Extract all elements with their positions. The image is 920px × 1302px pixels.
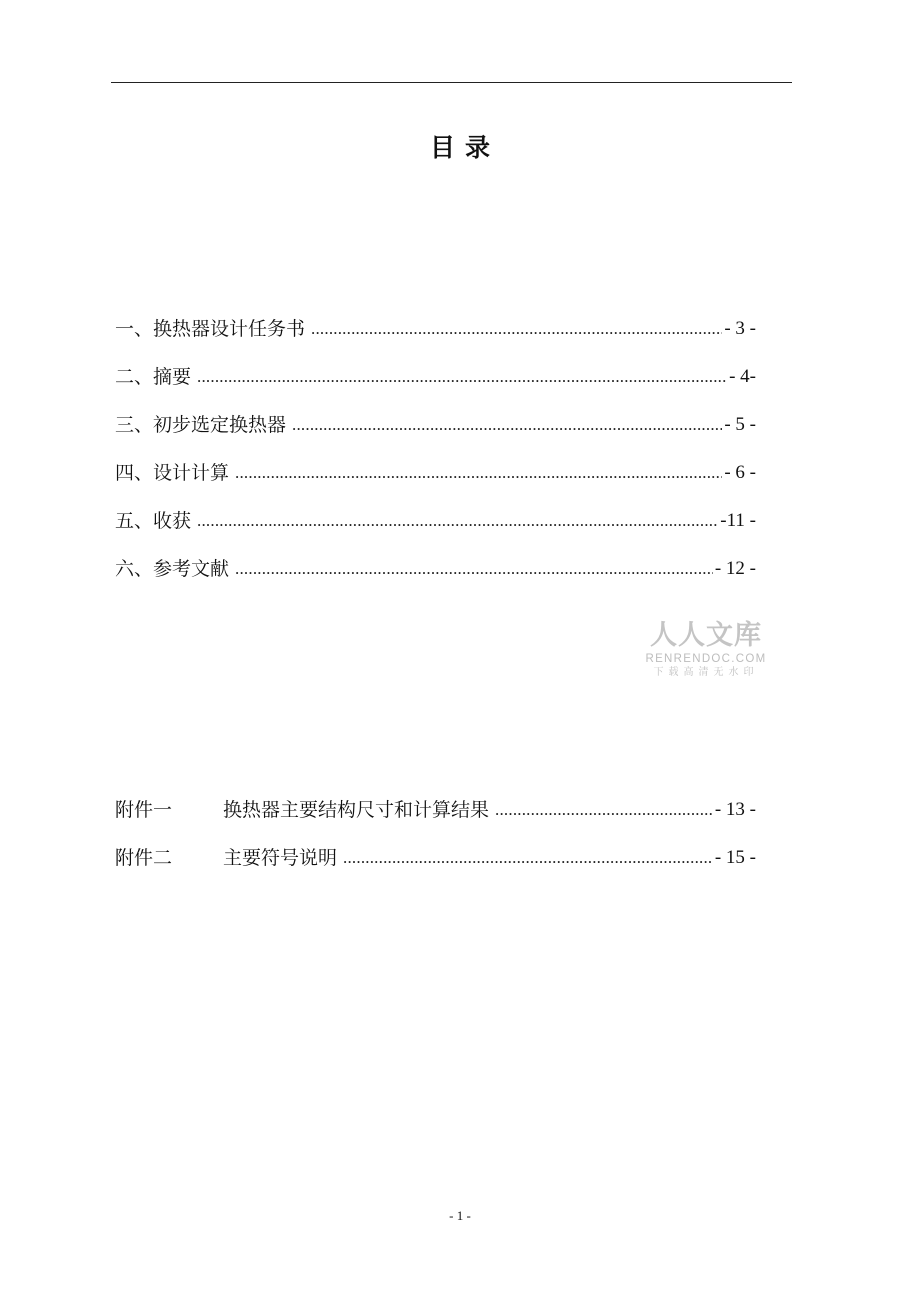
toc-entry-label: 参考文献 (153, 558, 230, 580)
toc-leader-dots (495, 795, 713, 825)
toc-entry-number: 六、 (115, 558, 154, 580)
toc-leader-dots (197, 362, 727, 392)
toc-entry-page: -11 - (720, 510, 756, 531)
toc-leader-dots (197, 506, 718, 536)
attachment-entry[interactable] (115, 795, 756, 825)
attachment-number: 附件二 (115, 847, 173, 869)
toc-entry[interactable] (115, 458, 756, 488)
toc-entry-page: - 4- (729, 366, 756, 387)
toc-entry-number: 五、 (115, 510, 154, 532)
toc-leader-dots (235, 458, 722, 488)
watermark (640, 620, 772, 680)
toc-entry[interactable] (115, 506, 756, 536)
attachment-page: - 15 - (714, 847, 756, 868)
toc-leader-dots (235, 554, 713, 584)
toc-entry-label: 收获 (153, 510, 192, 532)
toc-entry-page: - 12 - (714, 558, 756, 579)
watermark-domain: RENRENDOC.COM (645, 653, 767, 665)
toc-entry-number: 三、 (115, 414, 154, 436)
header-rule (111, 82, 792, 83)
toc-leader-dots (292, 410, 722, 440)
toc-entry-number: 一、 (115, 318, 154, 340)
attachment-label: 主要符号说明 (223, 847, 338, 869)
toc-entry-page: - 6 - (724, 462, 756, 483)
toc-entry[interactable] (115, 314, 756, 344)
attachment-label: 换热器主要结构尺寸和计算结果 (223, 799, 490, 821)
attachment-page: - 13 - (714, 799, 756, 820)
toc-entry[interactable] (115, 554, 756, 584)
toc-entry-label: 设计计算 (153, 462, 230, 484)
attachment-entry[interactable] (115, 843, 756, 873)
footer-page-number: - 1 - (449, 1208, 471, 1223)
toc-leader-dots (343, 843, 713, 873)
watermark-title: 人人文库 (650, 620, 762, 651)
toc-entry-label: 初步选定换热器 (153, 414, 287, 436)
toc-entry[interactable] (115, 410, 756, 440)
toc-entry-label: 摘要 (153, 366, 192, 388)
toc-entry-page: - 5 - (724, 414, 756, 435)
toc-entry-number: 四、 (115, 462, 154, 484)
toc-leader-dots (311, 314, 722, 344)
toc-entry-page: - 3 - (724, 318, 756, 339)
watermark-tagline: 下载高清无水印 (653, 667, 759, 678)
toc-entry[interactable] (115, 362, 756, 392)
page-title: 目录 (429, 133, 500, 162)
toc-entry-label: 换热器设计任务书 (153, 318, 306, 340)
toc-entry-number: 二、 (115, 366, 154, 388)
attachment-number: 附件一 (115, 799, 173, 821)
